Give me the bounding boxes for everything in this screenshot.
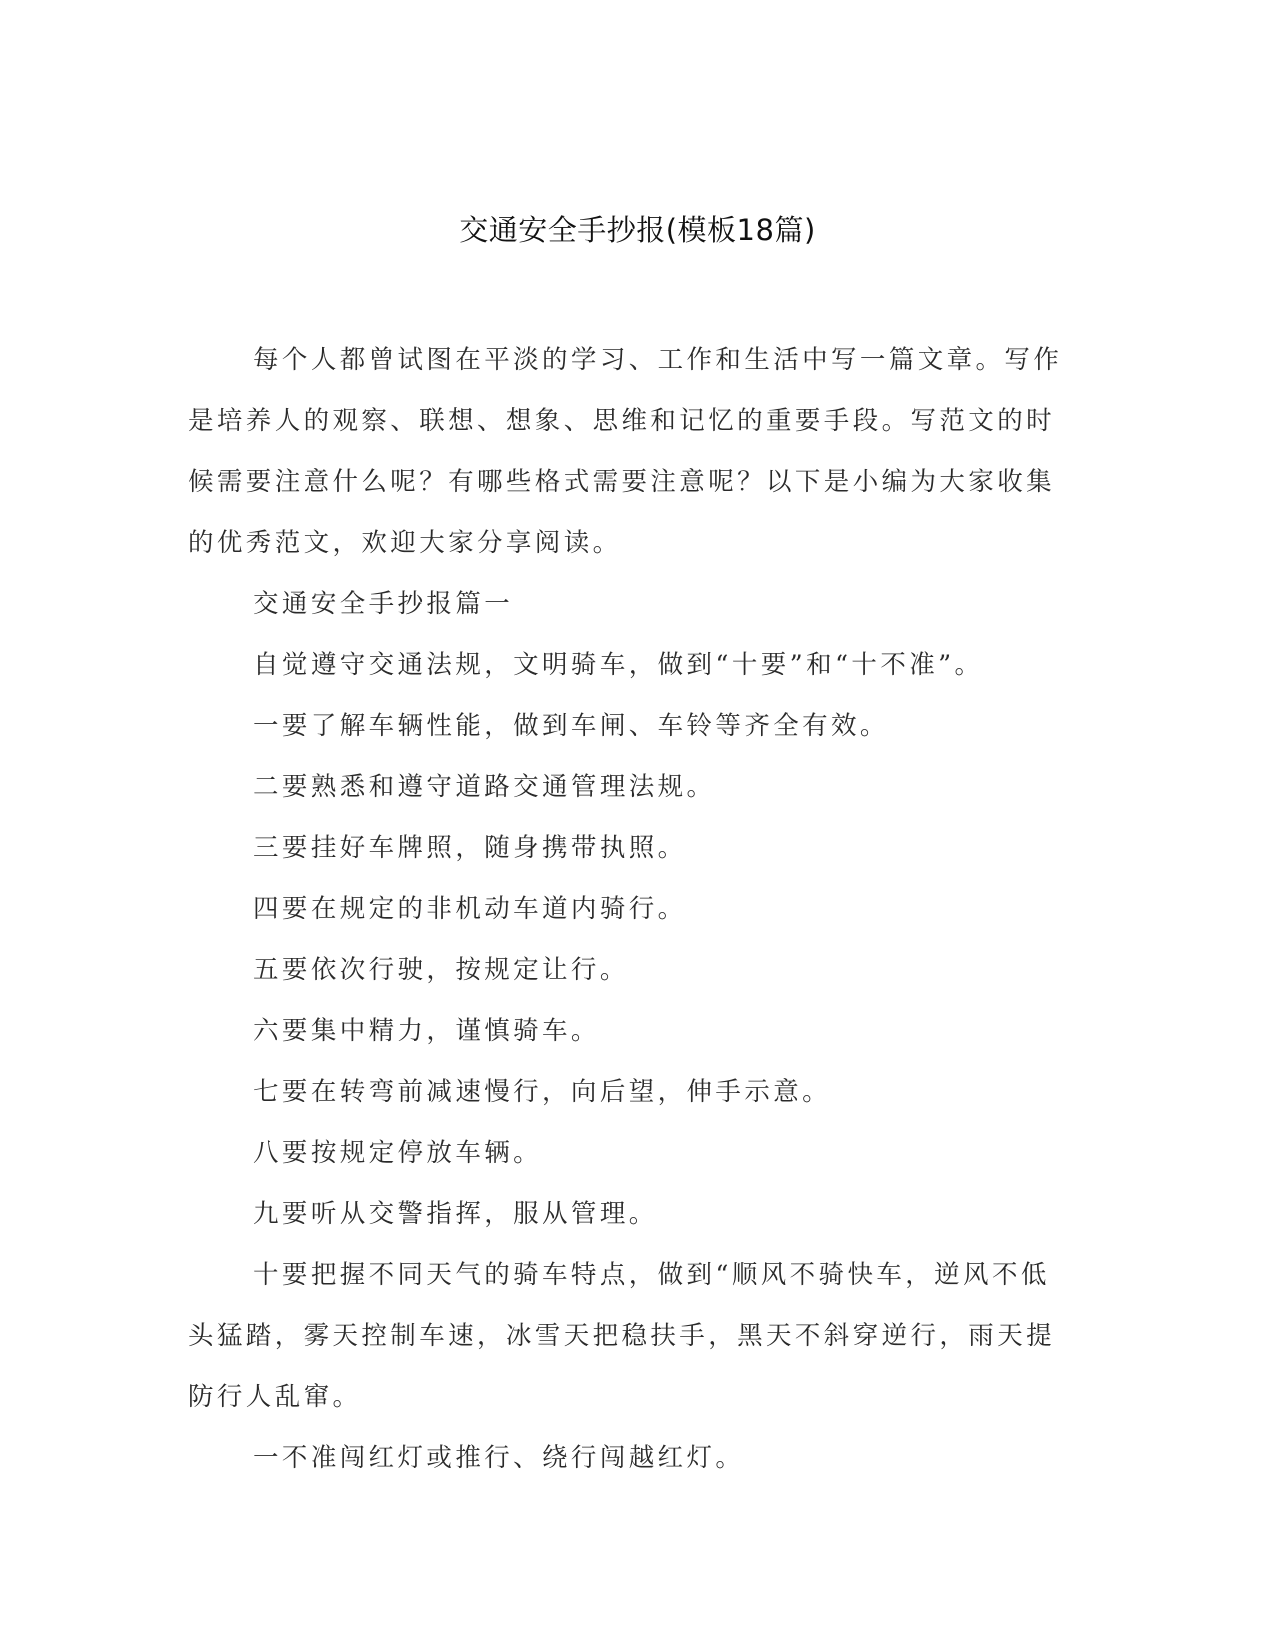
list-item: 一不准闯红灯或推行、绕行闯越红灯。	[253, 1443, 745, 1473]
paragraph: 自觉遵守交通法规，文明骑车，做到“十要”和“十不准”。	[253, 650, 984, 680]
intro-paragraph: 每个人都曾试图在平淡的学习、工作和生活中写一篇文章。写作是培养人的观察、联想、想象、思维和记忆的重要手段。写范文的时候需要注意什么呢？有哪些格式需要注意呢？以下是小编为大家收集的优秀范文，欢迎大家分享阅读。	[188, 345, 1063, 558]
list-item: 三要挂好车牌照，随身携带执照。	[253, 833, 687, 863]
list-item: 六要集中精力，谨慎骑车。	[253, 1016, 600, 1046]
section-heading: 交通安全手抄报篇一	[253, 589, 514, 619]
list-item: 一要了解车辆性能，做到车闸、车铃等齐全有效。	[253, 711, 889, 741]
list-item: 十要把握不同天气的骑车特点，做到“顺风不骑快车，逆风不低头猛踏，雾天控制车速，冰雪天把稳扶手，黑天不斜穿逆行，雨天提防行人乱窜。	[188, 1260, 1056, 1412]
list-item: 五要依次行驶，按规定让行。	[253, 955, 629, 985]
document-title: 交通安全手抄报(模板18篇)	[459, 213, 816, 247]
list-item: 八要按规定停放车辆。	[253, 1138, 543, 1168]
list-item: 九要听从交警指挥，服从管理。	[253, 1199, 658, 1229]
document-body	[188, 330, 1073, 1489]
list-item: 二要熟悉和遵守道路交通管理法规。	[253, 772, 716, 802]
list-item: 四要在规定的非机动车道内骑行。	[253, 894, 687, 924]
list-item: 七要在转弯前减速慢行，向后望，伸手示意。	[253, 1077, 832, 1107]
